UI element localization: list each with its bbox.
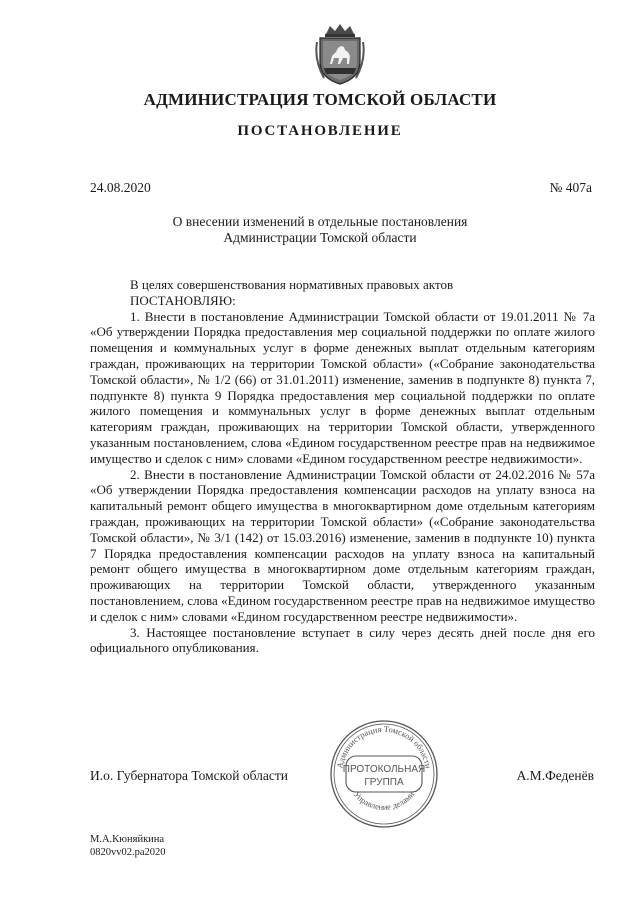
organization-title: АДМИНИСТРАЦИЯ ТОМСКОЙ ОБЛАСТИ [143,90,497,109]
document-type-title: ПОСТАНОВЛЕНИЕ [237,123,403,139]
paragraph-item-1: 1. Внести в постановление Администрации Томской области от 19.01.2011 № 7а «Об утверждении Порядка предоставления мер социальной поддержки по оплате жилого помещения и коммунальных услуг в форме денежных выплат отдельным категориям граждан, проживающих на территории Томской области» («Собрание законодательства Томской области», № 1/2 (66) от 31.01.2011) изменение, заменив в подпункте 8) пункта 7, подпункте 8) пункта 9 Порядка предоставления мер социальной поддержки по оплате жилого помещения и коммунальных услуг в форме денежных выплат отдельным категориям граждан, проживающих на территории Томской области, утвержденного указанным постановлением, слова «Едином государственном реестре прав на недвижимое имущество и сделок с ним» словами «Едином государственном реестре недвижимости». [90,308,595,466]
stamp-inner-line-2: ГРУППА [364,777,404,788]
executor-name: М.А.Кюняйкина [90,834,165,845]
official-stamp [328,718,440,830]
executor-file: 0820vv02.ра2020 [90,847,166,858]
preamble: В целях совершенствования нормативных правовых актов [130,277,454,292]
subject-line-2: Администрации Томской области [223,230,417,245]
paragraph-item-3: 3. Настоящее постановление вступает в силу через десять дней после дня его официального опубликования. [90,624,595,656]
document-number: № 407а [549,180,592,195]
document-body [90,277,595,656]
executor-note [90,833,166,859]
stamp-outer-top-text: Администрация Томской области [334,723,434,770]
signer-position: И.о. Губернатора Томской области [90,768,288,783]
subject-line-1: О внесении изменений в отдельные постановления [172,214,468,229]
decree-word: ПОСТАНОВЛЯЮ: [130,292,236,308]
coat-of-arms-emblem [314,22,366,86]
paragraph-item-2: 2. Внести в постановление Администрации Томской области от 24.02.2016 № 57а «Об утверждении Порядка предоставления компенсации расходов на уплату взноса на капитальный ремонт общего имущества в многоквартирном доме отдельным категориям граждан, проживающих на территории Томской области» («Собрание законодательства Томской области», № 3/1 (142) от 15.03.2016) изменение, заменив в подпункте 10) пункта 7 Порядка предоставления компенсации расходов на уплату взноса на капитальный ремонт общего имущества в многоквартирном доме отдельным категориям граждан, проживающих на территории Томской области, утвержденного указанным постановлением, слова «Едином государственном реестре прав на недвижимое имущество и сделок с ним» словами «Едином государственном реестре недвижимости». [90,466,595,624]
stamp-inner-line-1: ПРОТОКОЛЬНАЯ [342,764,426,775]
svg-text:Администрация Томской области [334,724,433,770]
signer-name: А.М.Феденёв [516,768,594,783]
stamp-outer-bottom-text: Управление делами [351,789,417,812]
document-date: 24.08.2020 [90,180,151,195]
document-subject [0,214,640,246]
